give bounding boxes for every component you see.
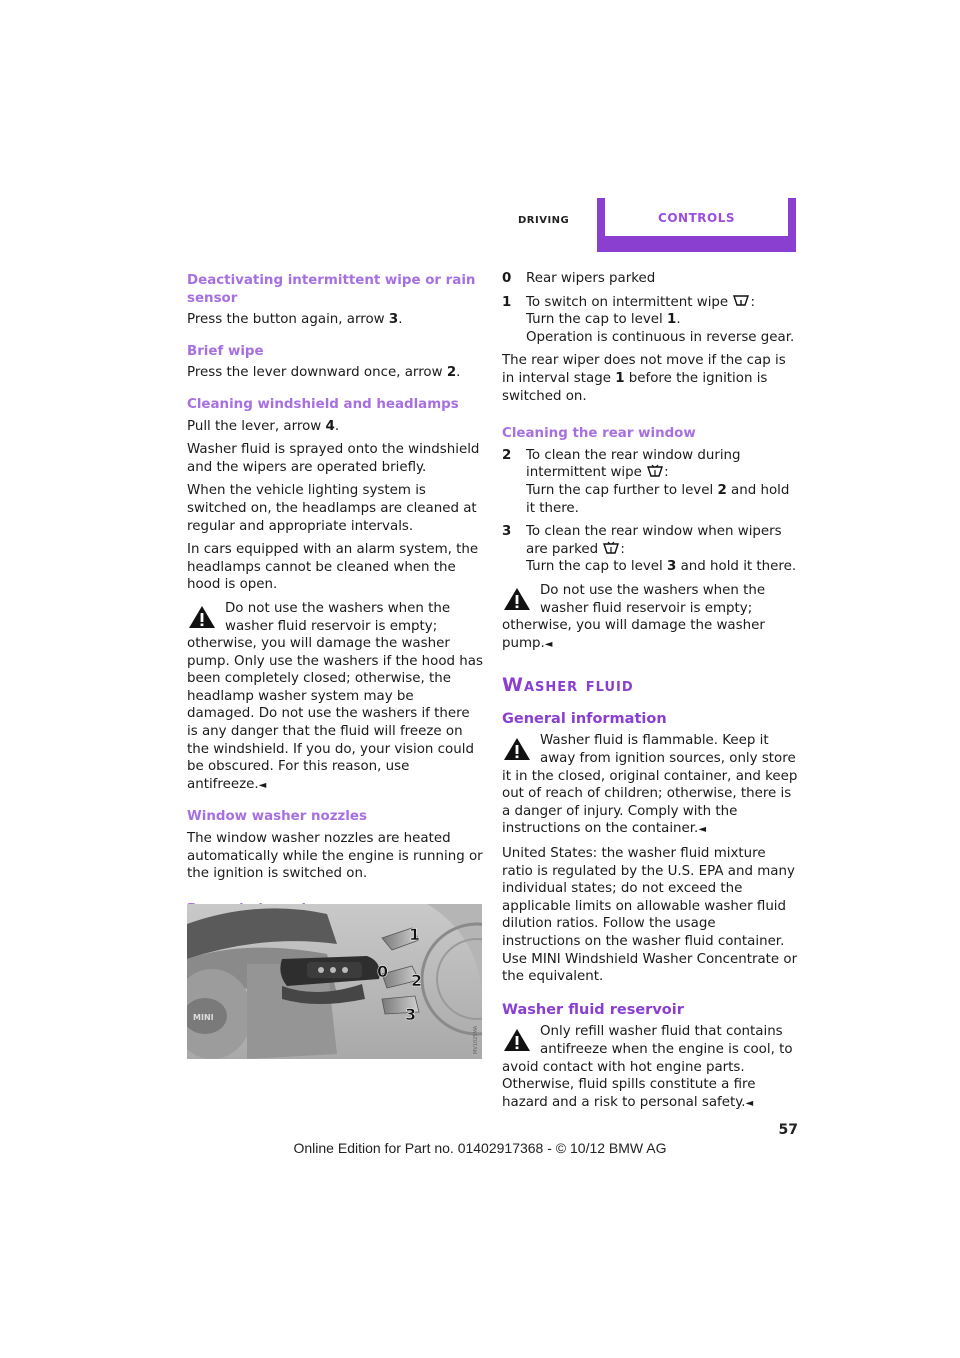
- heading-cleaning: Cleaning windshield and headlamps: [187, 396, 459, 412]
- photo-label-3: 3: [405, 1005, 417, 1024]
- end-mark: ◄: [258, 779, 267, 791]
- brief-wipe-text: Press the lever downward once, arrow 2.: [187, 365, 461, 381]
- photo-label-0: 0: [377, 962, 389, 981]
- left-column: [187, 270, 484, 922]
- list-item: 3 To clean the rear window when wipers are parked : Turn the cap to level 3 and hold it there.: [502, 524, 797, 575]
- warning-text: Do not use the washers when the washer fluid reservoir is empty; otherwise, you will damage the washer pump. Only use the washers if the hood has been completely closed; otherwise, the headlamp washer system may be damaged. Do not use the washers if there is any danger that the fluid will freeze on the windshield. If you do, your vision could be obscured. For this reason, use antifreeze.: [187, 600, 483, 792]
- end-mark: ◄: [544, 638, 553, 650]
- intermittent-wipe-icon: [732, 294, 750, 308]
- list-item: 0 Rear wipers parked: [502, 271, 656, 286]
- heading-general-information: General information: [502, 710, 667, 727]
- page-number: 57: [778, 1122, 798, 1138]
- heading-washer-fluid: Washer fluid: [502, 674, 634, 697]
- list-item: 1 To switch on intermittent wipe : Turn the cap to level 1. Operation is continuous in reverse gear.: [502, 294, 795, 345]
- rear-wiper-note: The rear wiper does not move if the cap is in interval stage 1 before the ignition is switched on.: [502, 353, 786, 404]
- cleaning-text-2: Washer fluid is sprayed onto the windshield and the wipers are operated briefly.: [187, 442, 480, 475]
- end-mark: ◄: [698, 824, 707, 836]
- cleaning-text-1: Pull the lever, arrow 4.: [187, 418, 340, 434]
- nozzles-text: The window washer nozzles are heated automatically while the engine is running or the ignition is switched on.: [187, 831, 483, 882]
- section-tab-label: CONTROLS: [658, 211, 735, 225]
- end-mark: ◄: [745, 1097, 754, 1109]
- right-column: [502, 270, 798, 1118]
- warning-text: Only refill washer fluid that contains antifreeze when the engine is cool, to avoid contact with hot engine parts. Otherwise, fluid spills constitute a fire hazard and a risk to personal safety.: [502, 1024, 793, 1110]
- warning-icon: [502, 586, 532, 612]
- footer-edition: Online Edition for Part no. 01402917368 - © 10/12 BMW AG: [293, 1140, 667, 1156]
- heading-deactivating: Deactivating intermittent wipe or rain sensor: [187, 273, 476, 306]
- heading-cleaning-rear: Cleaning the rear window: [502, 426, 696, 442]
- deactivating-text: Press the button again, arrow 3.: [187, 312, 403, 328]
- cleaning-text-3: When the vehicle lighting system is switched on, the headlamps are cleaned at regular and appropriate intervals.: [187, 483, 477, 534]
- warning-icon: [502, 736, 532, 762]
- heading-reservoir: Washer fluid reservoir: [502, 1001, 684, 1018]
- cleaning-text-4: In cars equipped with an alarm system, the headlamps cannot be cleaned when the hood is open.: [187, 542, 479, 593]
- warning-text: Do not use the washers when the washer fluid reservoir is empty; otherwise, you will damage the washer pump.: [502, 582, 766, 651]
- warning-icon: [187, 604, 217, 630]
- photo-label-2: 2: [411, 971, 423, 990]
- warning-block: [502, 732, 798, 839]
- photo-code: MV1025MA: [473, 1025, 479, 1054]
- warning-icon: [502, 1027, 532, 1053]
- us-regulation-text: United States: the washer fluid mixture ratio is regulated by the U.S. EPA and many individual states; do not exceed the applicable limits on allowable washer fluid dilution ratios. Follow the usage instructions on the washer fluid container. Use MINI Windshield Washer Concentrate or the equivalent.: [502, 846, 798, 985]
- warning-block: [502, 582, 798, 653]
- warning-text: Washer fluid is flammable. Keep it away from ignition sources, only store it in the closed, original container, and keep out of reach of children; otherwise, there is a danger of injury. Comply with the instructions on the container.: [502, 733, 798, 837]
- photo-label-1: 1: [409, 925, 421, 944]
- section-tab-inner: [605, 198, 788, 236]
- section-tab: [597, 198, 796, 252]
- washer-icon: [646, 464, 664, 478]
- svg-text:MINI: MINI: [193, 1013, 214, 1022]
- warning-block: [502, 1023, 798, 1112]
- list-item: 2 To clean the rear window during intermittent wipe : Turn the cap further to level 2 and hold it there.: [502, 447, 790, 516]
- washer-icon: [602, 541, 620, 555]
- warning-block: [187, 600, 484, 795]
- heading-brief-wipe: Brief wipe: [187, 343, 264, 359]
- section-label: DRIVING: [518, 215, 570, 226]
- wiper-lever-photo: [187, 904, 482, 1059]
- heading-nozzles: Window washer nozzles: [187, 809, 367, 825]
